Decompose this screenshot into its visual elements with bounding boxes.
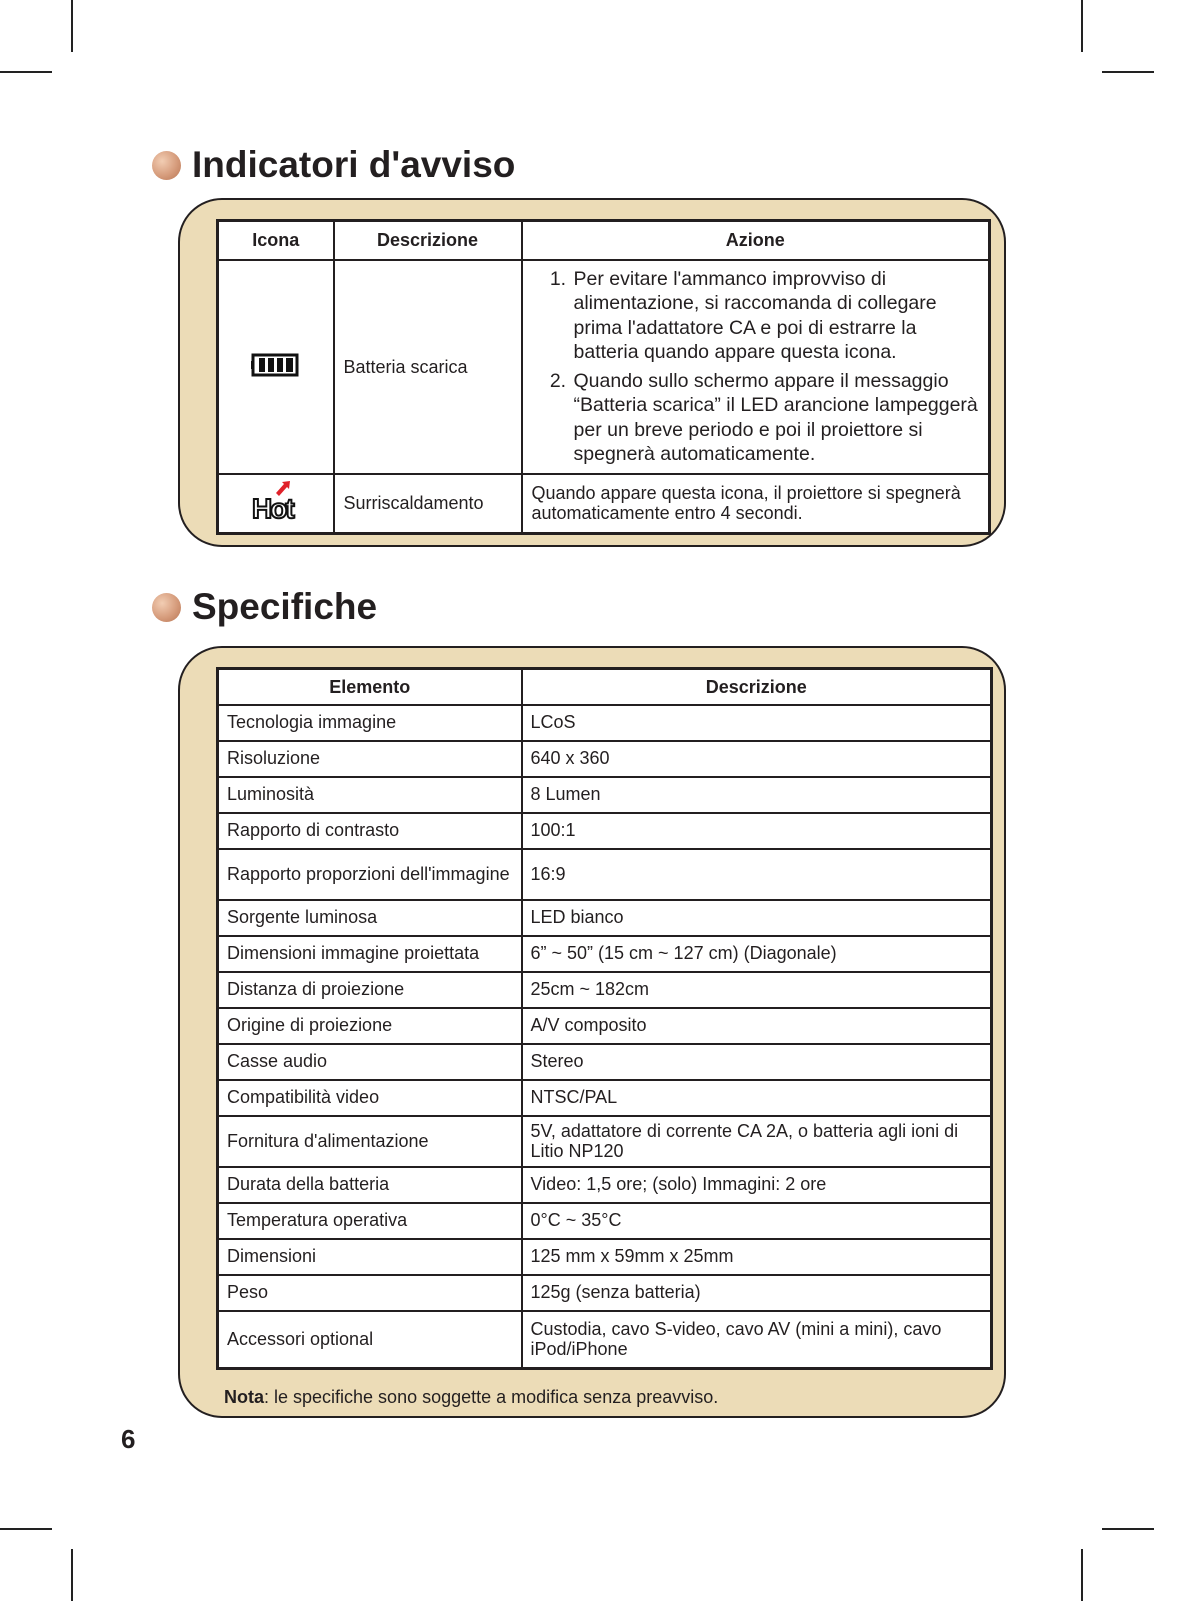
table-row xyxy=(218,1008,992,1044)
crop-mark xyxy=(71,0,73,52)
specs-section-heading xyxy=(152,586,377,628)
spec-value: NTSC/PAL xyxy=(522,1080,992,1116)
spec-item: Rapporto di contrasto xyxy=(218,813,522,849)
table-row xyxy=(218,1275,992,1311)
spec-item: Tecnologia immagine xyxy=(218,705,522,741)
svg-text:Hot: Hot xyxy=(251,493,293,522)
spec-value: 125g (senza batteria) xyxy=(522,1275,992,1311)
list-item: 2. Quando sullo schermo appare il messaggio “Batteria scarica” il LED arancione lampeggerà per un breve periodo e poi il proiettore si spegnerà automaticamente. xyxy=(572,369,979,467)
specs-note xyxy=(224,1387,718,1408)
table-row xyxy=(218,900,992,936)
spec-value: Stereo xyxy=(522,1044,992,1080)
table-row xyxy=(218,474,990,533)
spec-value: Custodia, cavo S-video, cavo AV (mini a mini), cavo iPod/iPhone xyxy=(522,1311,992,1369)
spec-value: LCoS xyxy=(522,705,992,741)
warnings-table xyxy=(216,219,991,535)
spec-value: 16:9 xyxy=(522,849,992,900)
warnings-title: Indicatori d'avviso xyxy=(192,144,516,185)
icon-cell xyxy=(218,260,334,475)
spec-item: Risoluzione xyxy=(218,741,522,777)
spec-value: 125 mm x 59mm x 25mm xyxy=(522,1239,992,1275)
spec-item: Peso xyxy=(218,1275,522,1311)
crop-mark xyxy=(1102,71,1154,73)
note-label: Nota xyxy=(224,1387,264,1407)
action-list xyxy=(523,261,989,474)
spec-value: A/V composito xyxy=(522,1008,992,1044)
action-cell: Quando appare questa icona, il proiettore si spegnerà automaticamente entro 4 secondi. xyxy=(522,474,990,533)
spec-item: Origine di proiezione xyxy=(218,1008,522,1044)
header-item: Elemento xyxy=(218,669,522,705)
action-cell xyxy=(522,260,990,475)
spec-item: Temperatura operativa xyxy=(218,1203,522,1239)
section-bullet-icon xyxy=(152,151,181,180)
crop-mark xyxy=(1102,1528,1154,1530)
spec-item: Sorgente luminosa xyxy=(218,900,522,936)
spec-value: 5V, adattatore di corrente CA 2A, o batteria agli ioni di Litio NP120 xyxy=(522,1116,992,1167)
hot-icon xyxy=(250,481,302,521)
page-number: 6 xyxy=(121,1424,136,1454)
spec-value: Video: 1,5 ore; (solo) Immagini: 2 ore xyxy=(522,1167,992,1203)
spec-value: 100:1 xyxy=(522,813,992,849)
spec-value: 6” ~ 50” (15 cm ~ 127 cm) (Diagonale) xyxy=(522,936,992,972)
crop-mark xyxy=(1081,1549,1083,1601)
spec-item: Luminosità xyxy=(218,777,522,813)
table-row xyxy=(218,1239,992,1275)
spec-value: 640 x 360 xyxy=(522,741,992,777)
spec-item: Durata della batteria xyxy=(218,1167,522,1203)
section-bullet-icon xyxy=(152,593,181,622)
table-row xyxy=(218,260,990,475)
crop-mark xyxy=(1081,0,1083,52)
table-row xyxy=(218,1044,992,1080)
table-row xyxy=(218,1116,992,1167)
table-row xyxy=(218,972,992,1008)
spec-value: 0°C ~ 35°C xyxy=(522,1203,992,1239)
header-description: Descrizione xyxy=(522,669,992,705)
spec-value: 8 Lumen xyxy=(522,777,992,813)
icon-cell xyxy=(218,474,334,533)
table-row xyxy=(218,741,992,777)
table-row xyxy=(218,705,992,741)
table-header-row xyxy=(218,669,992,705)
spec-item: Casse audio xyxy=(218,1044,522,1080)
spec-value: LED bianco xyxy=(522,900,992,936)
table-row xyxy=(218,849,992,900)
spec-item: Dimensioni immagine proiettata xyxy=(218,936,522,972)
description-cell: Surriscaldamento xyxy=(334,474,522,533)
table-row xyxy=(218,1203,992,1239)
spec-item: Dimensioni xyxy=(218,1239,522,1275)
spec-item: Rapporto proporzioni dell'immagine xyxy=(218,849,522,900)
warnings-section-heading xyxy=(152,144,515,186)
crop-mark xyxy=(0,1528,52,1530)
table-row xyxy=(218,1167,992,1203)
low-battery-icon xyxy=(251,353,301,377)
header-icon: Icona xyxy=(218,221,334,260)
table-header-row xyxy=(218,221,990,260)
description-cell: Batteria scarica xyxy=(334,260,522,475)
specs-title: Specifiche xyxy=(192,586,378,627)
spec-value: 25cm ~ 182cm xyxy=(522,972,992,1008)
specs-table xyxy=(216,667,993,1370)
table-row xyxy=(218,813,992,849)
spec-item: Compatibilità video xyxy=(218,1080,522,1116)
table-row xyxy=(218,1080,992,1116)
table-row xyxy=(218,936,992,972)
header-description: Descrizione xyxy=(334,221,522,260)
spec-item: Fornitura d'alimentazione xyxy=(218,1116,522,1167)
crop-mark xyxy=(0,71,52,73)
note-text: : le specifiche sono soggette a modifica senza preavviso. xyxy=(264,1387,719,1407)
table-row xyxy=(218,1311,992,1369)
crop-mark xyxy=(71,1549,73,1601)
list-item: 1. Per evitare l'ammanco improvviso di alimentazione, si raccomanda di collegare prima l'adattatore CA e poi di estrarre la batteria quando appare questa icona. xyxy=(572,267,979,365)
header-action: Azione xyxy=(522,221,990,260)
spec-item: Accessori optional xyxy=(218,1311,522,1369)
table-row xyxy=(218,777,992,813)
spec-item: Distanza di proiezione xyxy=(218,972,522,1008)
